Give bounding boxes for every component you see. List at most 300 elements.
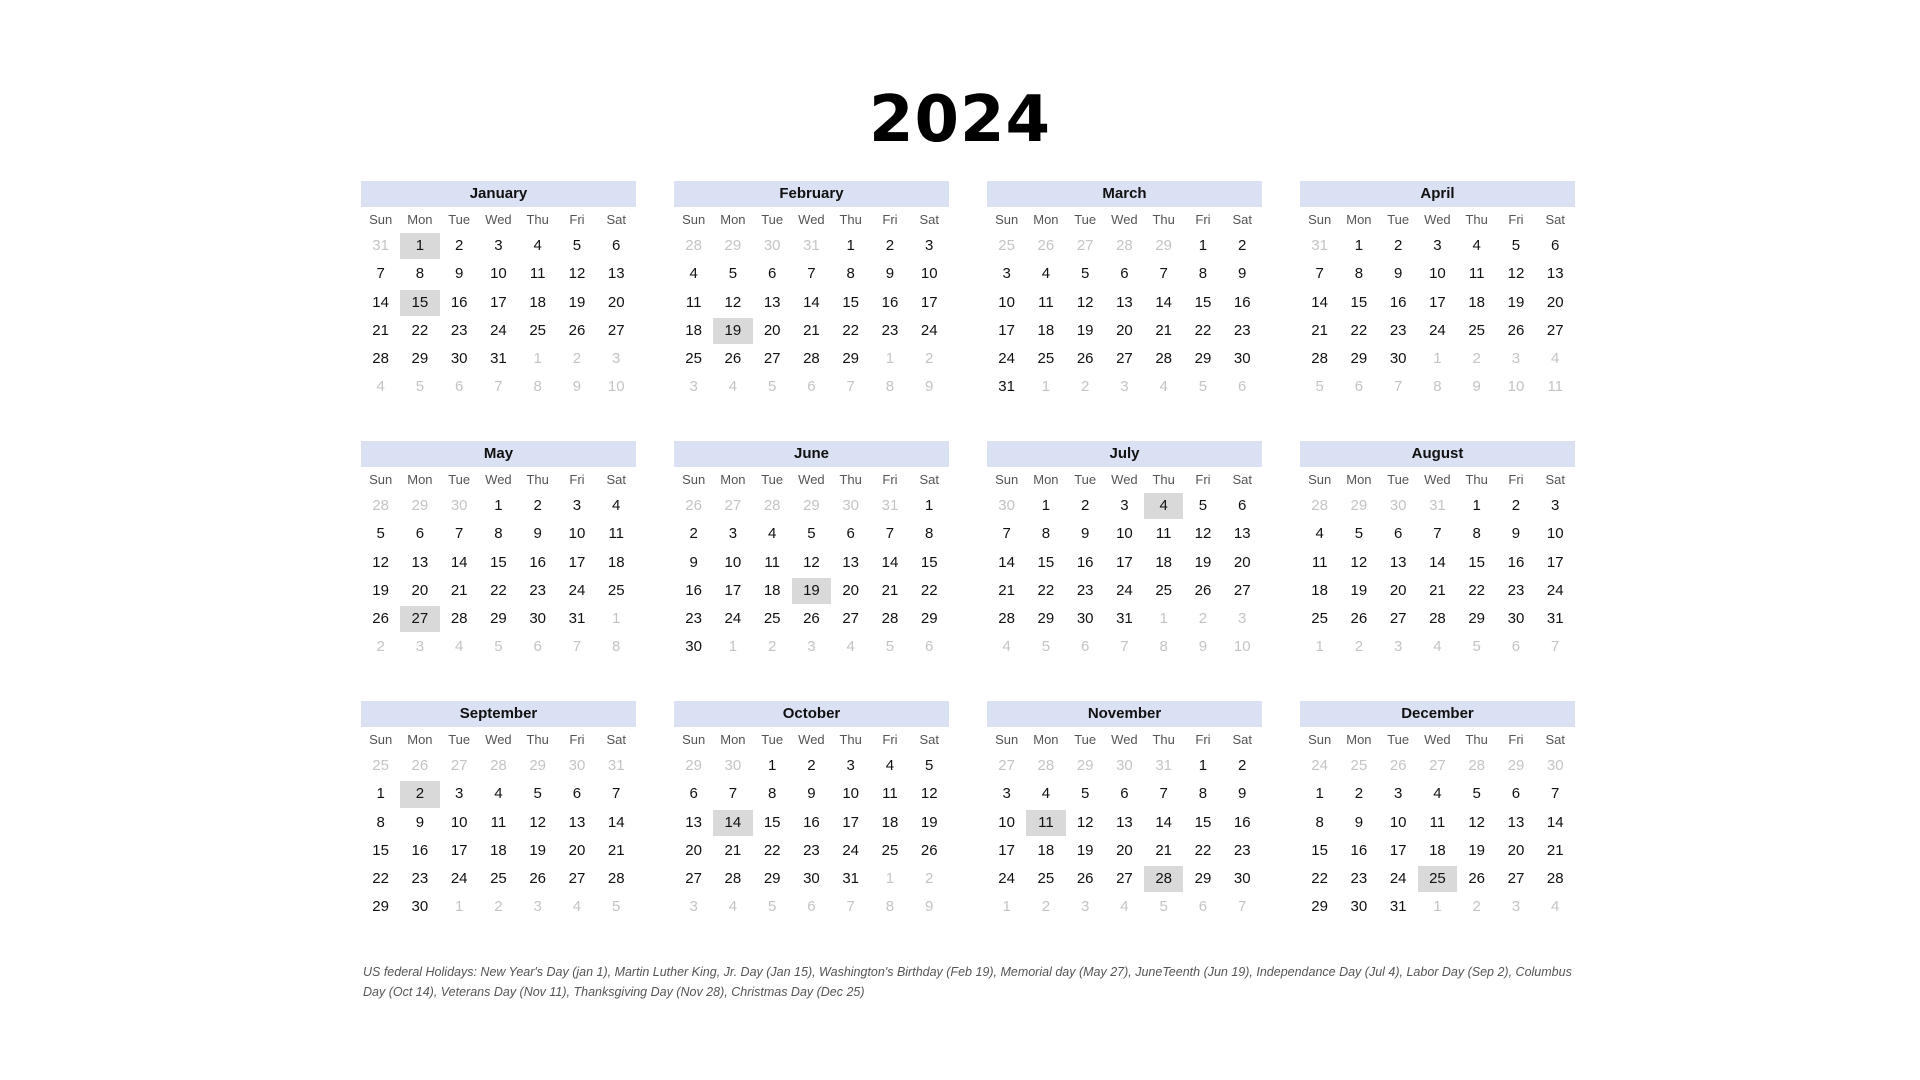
day: 30 [803, 870, 820, 888]
day: 13 [1116, 813, 1133, 831]
day: 16 [685, 581, 702, 599]
day: 17 [998, 841, 1015, 859]
month-february [674, 181, 949, 394]
day: 15 [920, 553, 938, 571]
day: 10 [568, 525, 586, 543]
weekday-label: Mon [1346, 472, 1372, 487]
day: 18 [1468, 293, 1486, 311]
day: 3 [572, 497, 582, 514]
day: 7 [1002, 525, 1011, 543]
weekday-label: Mon [407, 212, 433, 227]
adjacent-month-day: 27 [1429, 757, 1446, 774]
day: 22 [1037, 581, 1055, 599]
day: 11 [529, 265, 546, 283]
day: 30 [1350, 898, 1368, 916]
weekday-label: Thu [1152, 472, 1175, 487]
day: 29 [490, 610, 507, 628]
weekday-label: Tue [1387, 472, 1410, 487]
day: 24 [724, 610, 742, 628]
weekday-label: Tue [1074, 732, 1097, 747]
calendar-grid [361, 181, 1576, 914]
adjacent-month-day: 3 [1393, 638, 1403, 656]
day: 11 [685, 293, 702, 311]
day: 16 [1389, 293, 1407, 311]
day: 30 [1233, 350, 1251, 368]
adjacent-month-day: 4 [1551, 898, 1560, 916]
adjacent-month-day: 7 [1238, 898, 1247, 916]
day-grid [674, 492, 949, 662]
weekday-label: Tue [1074, 472, 1097, 487]
day: 4 [767, 525, 777, 543]
day: 12 [1076, 813, 1094, 831]
day: 24 [568, 581, 586, 599]
holiday-day: 19 [713, 318, 752, 344]
day: 12 [568, 265, 586, 283]
day: 20 [568, 841, 586, 859]
day: 22 [372, 870, 389, 888]
adjacent-month-day: 5 [767, 898, 777, 916]
adjacent-month-day: 4 [1433, 638, 1442, 656]
day: 7 [885, 525, 895, 543]
day: 13 [842, 553, 860, 571]
adjacent-month-day: 7 [494, 378, 503, 396]
day: 30 [1389, 350, 1407, 368]
day: 14 [1155, 293, 1173, 311]
adjacent-month-day: 1 [1041, 378, 1051, 396]
day: 21 [607, 841, 625, 859]
day: 11 [490, 813, 507, 831]
day: 26 [372, 610, 389, 628]
day: 6 [1511, 785, 1521, 803]
day-grid [987, 232, 1262, 402]
day: 17 [1389, 841, 1407, 859]
adjacent-month-day: 29 [724, 237, 742, 254]
adjacent-month-day: 8 [612, 638, 621, 656]
weekday-label: Thu [1465, 472, 1488, 487]
day: 29 [372, 898, 389, 916]
day: 13 [685, 813, 702, 831]
day: 27 [1507, 870, 1525, 888]
adjacent-month-day: 28 [1311, 497, 1328, 514]
day: 24 [920, 321, 938, 339]
day: 30 [1507, 610, 1525, 628]
month-august [1300, 441, 1575, 654]
day: 9 [885, 265, 895, 283]
adjacent-month-day: 6 [807, 378, 816, 396]
holiday-day: 11 [1026, 810, 1065, 836]
day: 27 [1389, 610, 1407, 628]
day: 20 [763, 321, 781, 339]
adjacent-month-day: 5 [1159, 898, 1168, 916]
adjacent-month-day: 1 [1433, 898, 1442, 916]
day: 10 [998, 293, 1015, 311]
day: 4 [1472, 237, 1481, 254]
day: 1 [376, 785, 385, 803]
day: 16 [450, 293, 468, 311]
day: 5 [572, 237, 582, 254]
day: 20 [1233, 553, 1251, 571]
day-grid [1300, 232, 1575, 402]
adjacent-month-day: 7 [572, 638, 582, 656]
day: 16 [803, 813, 820, 831]
day: 4 [1315, 525, 1324, 543]
day: 19 [1076, 841, 1094, 859]
weekday-label: Sun [369, 472, 393, 487]
adjacent-month-day: 2 [376, 638, 385, 656]
day: 23 [1233, 321, 1251, 339]
day: 28 [1546, 870, 1564, 888]
day: 24 [1429, 321, 1446, 339]
weekday-label: Sat [1545, 472, 1565, 487]
day: 9 [533, 525, 542, 543]
day-grid [361, 232, 636, 402]
day: 11 [1038, 293, 1054, 311]
adjacent-month-day: 3 [1120, 378, 1129, 396]
day: 15 [1350, 293, 1368, 311]
day: 7 [1315, 265, 1324, 283]
adjacent-month-day: 31 [881, 497, 899, 514]
weekday-label: Mon [1346, 212, 1372, 227]
weekday-label: Fri [1195, 212, 1211, 227]
adjacent-month-day: 5 [1041, 638, 1051, 656]
day: 20 [1116, 321, 1133, 339]
day: 3 [846, 757, 855, 774]
holiday-day: 25 [1418, 866, 1457, 892]
weekday-header-row [1300, 728, 1575, 752]
day: 24 [998, 870, 1015, 888]
day: 26 [1194, 581, 1212, 599]
adjacent-month-day: 7 [1551, 638, 1560, 656]
adjacent-month-day: 24 [1311, 757, 1328, 774]
day: 22 [411, 321, 429, 339]
day: 11 [608, 525, 625, 543]
weekday-label: Mon [720, 212, 746, 227]
adjacent-month-day: 6 [807, 898, 816, 916]
weekday-label: Wed [1424, 732, 1451, 747]
adjacent-month-day: 4 [728, 898, 738, 916]
day: 10 [450, 813, 468, 831]
day: 1 [767, 757, 777, 774]
adjacent-month-day: 4 [454, 638, 464, 656]
day: 14 [372, 293, 389, 311]
adjacent-month-day: 2 [925, 350, 934, 368]
day: 29 [842, 350, 860, 368]
day: 20 [1546, 293, 1564, 311]
day: 30 [1076, 610, 1094, 628]
weekday-label: Sat [919, 212, 939, 227]
day: 21 [881, 581, 899, 599]
day: 9 [1354, 813, 1364, 831]
day: 18 [1037, 841, 1055, 859]
adjacent-month-day: 29 [685, 757, 702, 774]
day: 12 [1194, 525, 1212, 543]
month-may [361, 441, 636, 654]
day: 28 [1155, 350, 1173, 368]
day: 3 [494, 237, 503, 254]
day: 18 [1155, 553, 1173, 571]
day: 22 [920, 581, 938, 599]
day: 22 [763, 841, 781, 859]
adjacent-month-day: 1 [885, 350, 895, 368]
month-name: March [987, 181, 1262, 207]
day: 8 [1041, 525, 1051, 543]
day: 3 [1120, 497, 1129, 514]
day: 8 [925, 525, 934, 543]
month-name: July [987, 441, 1262, 467]
weekday-label: Wed [1424, 472, 1451, 487]
day: 1 [1198, 237, 1208, 254]
adjacent-month-day: 5 [1472, 638, 1481, 656]
adjacent-month-day: 10 [1507, 378, 1525, 396]
month-july [987, 441, 1262, 654]
adjacent-month-day: 5 [612, 898, 621, 916]
weekday-label: Tue [448, 732, 471, 747]
day: 15 [1194, 813, 1212, 831]
adjacent-month-day: 5 [415, 378, 425, 396]
day: 18 [607, 553, 625, 571]
adjacent-month-day: 4 [1159, 378, 1168, 396]
adjacent-month-day: 31 [372, 237, 389, 254]
adjacent-month-day: 2 [1472, 898, 1481, 916]
day: 26 [568, 321, 586, 339]
day: 6 [1551, 237, 1560, 254]
day: 25 [490, 870, 507, 888]
weekday-header-row [674, 728, 949, 752]
weekday-label: Thu [839, 732, 862, 747]
weekday-label: Wed [485, 472, 512, 487]
day: 2 [533, 497, 542, 514]
day: 5 [728, 265, 738, 283]
adjacent-month-day: 4 [1120, 898, 1129, 916]
day: 9 [1238, 785, 1247, 803]
day: 21 [724, 841, 742, 859]
month-name: January [361, 181, 636, 207]
day: 24 [490, 321, 507, 339]
adjacent-month-day: 30 [450, 497, 468, 514]
holiday-day: 1 [400, 233, 439, 259]
day: 22 [1468, 581, 1486, 599]
day: 23 [1389, 321, 1407, 339]
weekday-label: Sat [1545, 732, 1565, 747]
adjacent-month-day: 31 [1311, 237, 1328, 254]
adjacent-month-day: 28 [1468, 757, 1486, 774]
day: 13 [607, 265, 625, 283]
day: 2 [1080, 497, 1090, 514]
adjacent-month-day: 4 [1002, 638, 1011, 656]
day: 20 [842, 581, 860, 599]
day: 27 [763, 350, 781, 368]
weekday-header-row [361, 208, 636, 232]
day: 18 [685, 321, 702, 339]
day: 5 [1080, 785, 1090, 803]
day: 14 [1429, 553, 1446, 571]
day: 19 [1350, 581, 1368, 599]
day: 15 [763, 813, 781, 831]
day: 22 [1311, 870, 1328, 888]
weekday-label: Wed [798, 212, 825, 227]
month-june [674, 441, 949, 654]
adjacent-month-day: 8 [1433, 378, 1442, 396]
adjacent-month-day: 6 [1511, 638, 1521, 656]
day: 12 [803, 553, 820, 571]
day: 25 [607, 581, 625, 599]
day: 3 [728, 525, 738, 543]
day-grid [361, 752, 636, 922]
day: 3 [1551, 497, 1560, 514]
adjacent-month-day: 3 [689, 898, 698, 916]
weekday-label: Thu [839, 472, 862, 487]
day: 23 [803, 841, 820, 859]
day: 26 [1076, 870, 1094, 888]
adjacent-month-day: 30 [998, 497, 1015, 514]
weekday-label: Mon [407, 732, 433, 747]
day: 25 [881, 841, 899, 859]
day: 29 [1311, 898, 1328, 916]
holiday-day: 14 [713, 810, 752, 836]
day: 24 [998, 350, 1015, 368]
day: 29 [1194, 350, 1212, 368]
weekday-label: Thu [1465, 732, 1488, 747]
weekday-label: Mon [720, 732, 746, 747]
adjacent-month-day: 6 [1198, 898, 1208, 916]
weekday-label: Sat [1545, 212, 1565, 227]
month-name: August [1300, 441, 1575, 467]
day: 4 [612, 497, 621, 514]
adjacent-month-day: 3 [689, 378, 698, 396]
weekday-label: Tue [1387, 732, 1410, 747]
adjacent-month-day: 2 [767, 638, 777, 656]
day: 25 [1311, 610, 1328, 628]
day: 16 [1233, 813, 1251, 831]
day: 29 [1350, 350, 1368, 368]
day: 3 [1002, 785, 1011, 803]
day: 6 [1238, 497, 1247, 514]
day: 17 [450, 841, 468, 859]
adjacent-month-day: 9 [925, 378, 934, 396]
day: 30 [1233, 870, 1251, 888]
adjacent-month-day: 1 [1002, 898, 1011, 916]
adjacent-month-day: 4 [728, 378, 738, 396]
day: 1 [1041, 497, 1051, 514]
adjacent-month-day: 4 [846, 638, 855, 656]
day: 13 [1507, 813, 1525, 831]
day: 9 [1393, 265, 1403, 283]
adjacent-month-day: 30 [724, 757, 742, 774]
weekday-label: Thu [1152, 732, 1175, 747]
weekday-label: Mon [407, 472, 433, 487]
day: 2 [689, 525, 698, 543]
weekday-label: Sun [995, 732, 1019, 747]
day: 17 [920, 293, 938, 311]
day: 15 [1194, 293, 1212, 311]
weekday-label: Wed [798, 472, 825, 487]
day: 11 [1468, 265, 1485, 283]
day: 26 [803, 610, 820, 628]
day: 18 [1311, 581, 1328, 599]
day: 7 [376, 265, 385, 283]
day: 9 [689, 553, 698, 571]
day: 2 [807, 757, 816, 774]
adjacent-month-day: 1 [728, 638, 738, 656]
day: 18 [490, 841, 507, 859]
day: 3 [925, 237, 934, 254]
day: 13 [1546, 265, 1564, 283]
day: 26 [1076, 350, 1094, 368]
holiday-day: 4 [1144, 493, 1183, 519]
day: 27 [842, 610, 860, 628]
day-grid [987, 492, 1262, 662]
day: 31 [998, 378, 1015, 396]
adjacent-month-day: 31 [803, 237, 820, 254]
adjacent-month-day: 6 [925, 638, 934, 656]
day: 17 [568, 553, 586, 571]
day: 5 [1472, 785, 1481, 803]
adjacent-month-day: 30 [1546, 757, 1564, 774]
day: 6 [572, 785, 582, 803]
day: 16 [411, 841, 429, 859]
day: 21 [1429, 581, 1446, 599]
adjacent-month-day: 26 [411, 757, 429, 774]
weekday-label: Wed [798, 732, 825, 747]
day: 12 [1076, 293, 1094, 311]
day: 19 [372, 581, 389, 599]
day: 15 [842, 293, 860, 311]
day: 20 [1507, 841, 1525, 859]
day: 6 [767, 265, 777, 283]
day: 5 [376, 525, 385, 543]
weekday-label: Sun [995, 212, 1019, 227]
day: 7 [454, 525, 464, 543]
day: 13 [1116, 293, 1133, 311]
weekday-label: Sun [1308, 212, 1332, 227]
day: 31 [490, 350, 507, 368]
day: 9 [1511, 525, 1521, 543]
day: 12 [372, 553, 389, 571]
adjacent-month-day: 2 [1472, 350, 1481, 368]
day: 1 [1354, 237, 1364, 254]
weekday-label: Sat [606, 212, 626, 227]
day: 14 [607, 813, 625, 831]
day: 15 [1037, 553, 1055, 571]
day: 3 [1002, 265, 1011, 283]
weekday-label: Wed [485, 732, 512, 747]
day: 8 [1472, 525, 1481, 543]
weekday-label: Sat [919, 732, 939, 747]
day: 17 [724, 581, 742, 599]
day: 27 [1116, 870, 1133, 888]
day: 31 [842, 870, 860, 888]
month-january [361, 181, 636, 394]
day: 29 [920, 610, 938, 628]
adjacent-month-day: 28 [685, 237, 702, 254]
day: 19 [1468, 841, 1486, 859]
day: 14 [450, 553, 468, 571]
adjacent-month-day: 6 [1238, 378, 1247, 396]
adjacent-month-day: 2 [1041, 898, 1051, 916]
day: 21 [803, 321, 820, 339]
weekday-header-row [674, 468, 949, 492]
day: 11 [1429, 813, 1446, 831]
adjacent-month-day: 5 [1315, 378, 1324, 396]
day: 30 [529, 610, 547, 628]
adjacent-month-day: 26 [1037, 237, 1055, 254]
adjacent-month-day: 31 [607, 757, 625, 774]
day: 8 [1315, 813, 1324, 831]
day: 24 [1116, 581, 1133, 599]
holidays-footnote: US federal Holidays: New Year's Day (jan 1), Martin Luther King, Jr. Day (Jan 15), Washington's Birthday (Feb 19), Memorial day (May 27), JuneTeenth (Jun 19), Independance Day (Jul 4), Labor Day (Sep 2), Columbus Day (Oct 14), Veterans Day (Nov 11), Thanksgiving Day (Nov 28), Christmas Day (Dec 25) [363, 965, 1572, 999]
day: 19 [1076, 321, 1094, 339]
weekday-label: Sun [682, 732, 706, 747]
